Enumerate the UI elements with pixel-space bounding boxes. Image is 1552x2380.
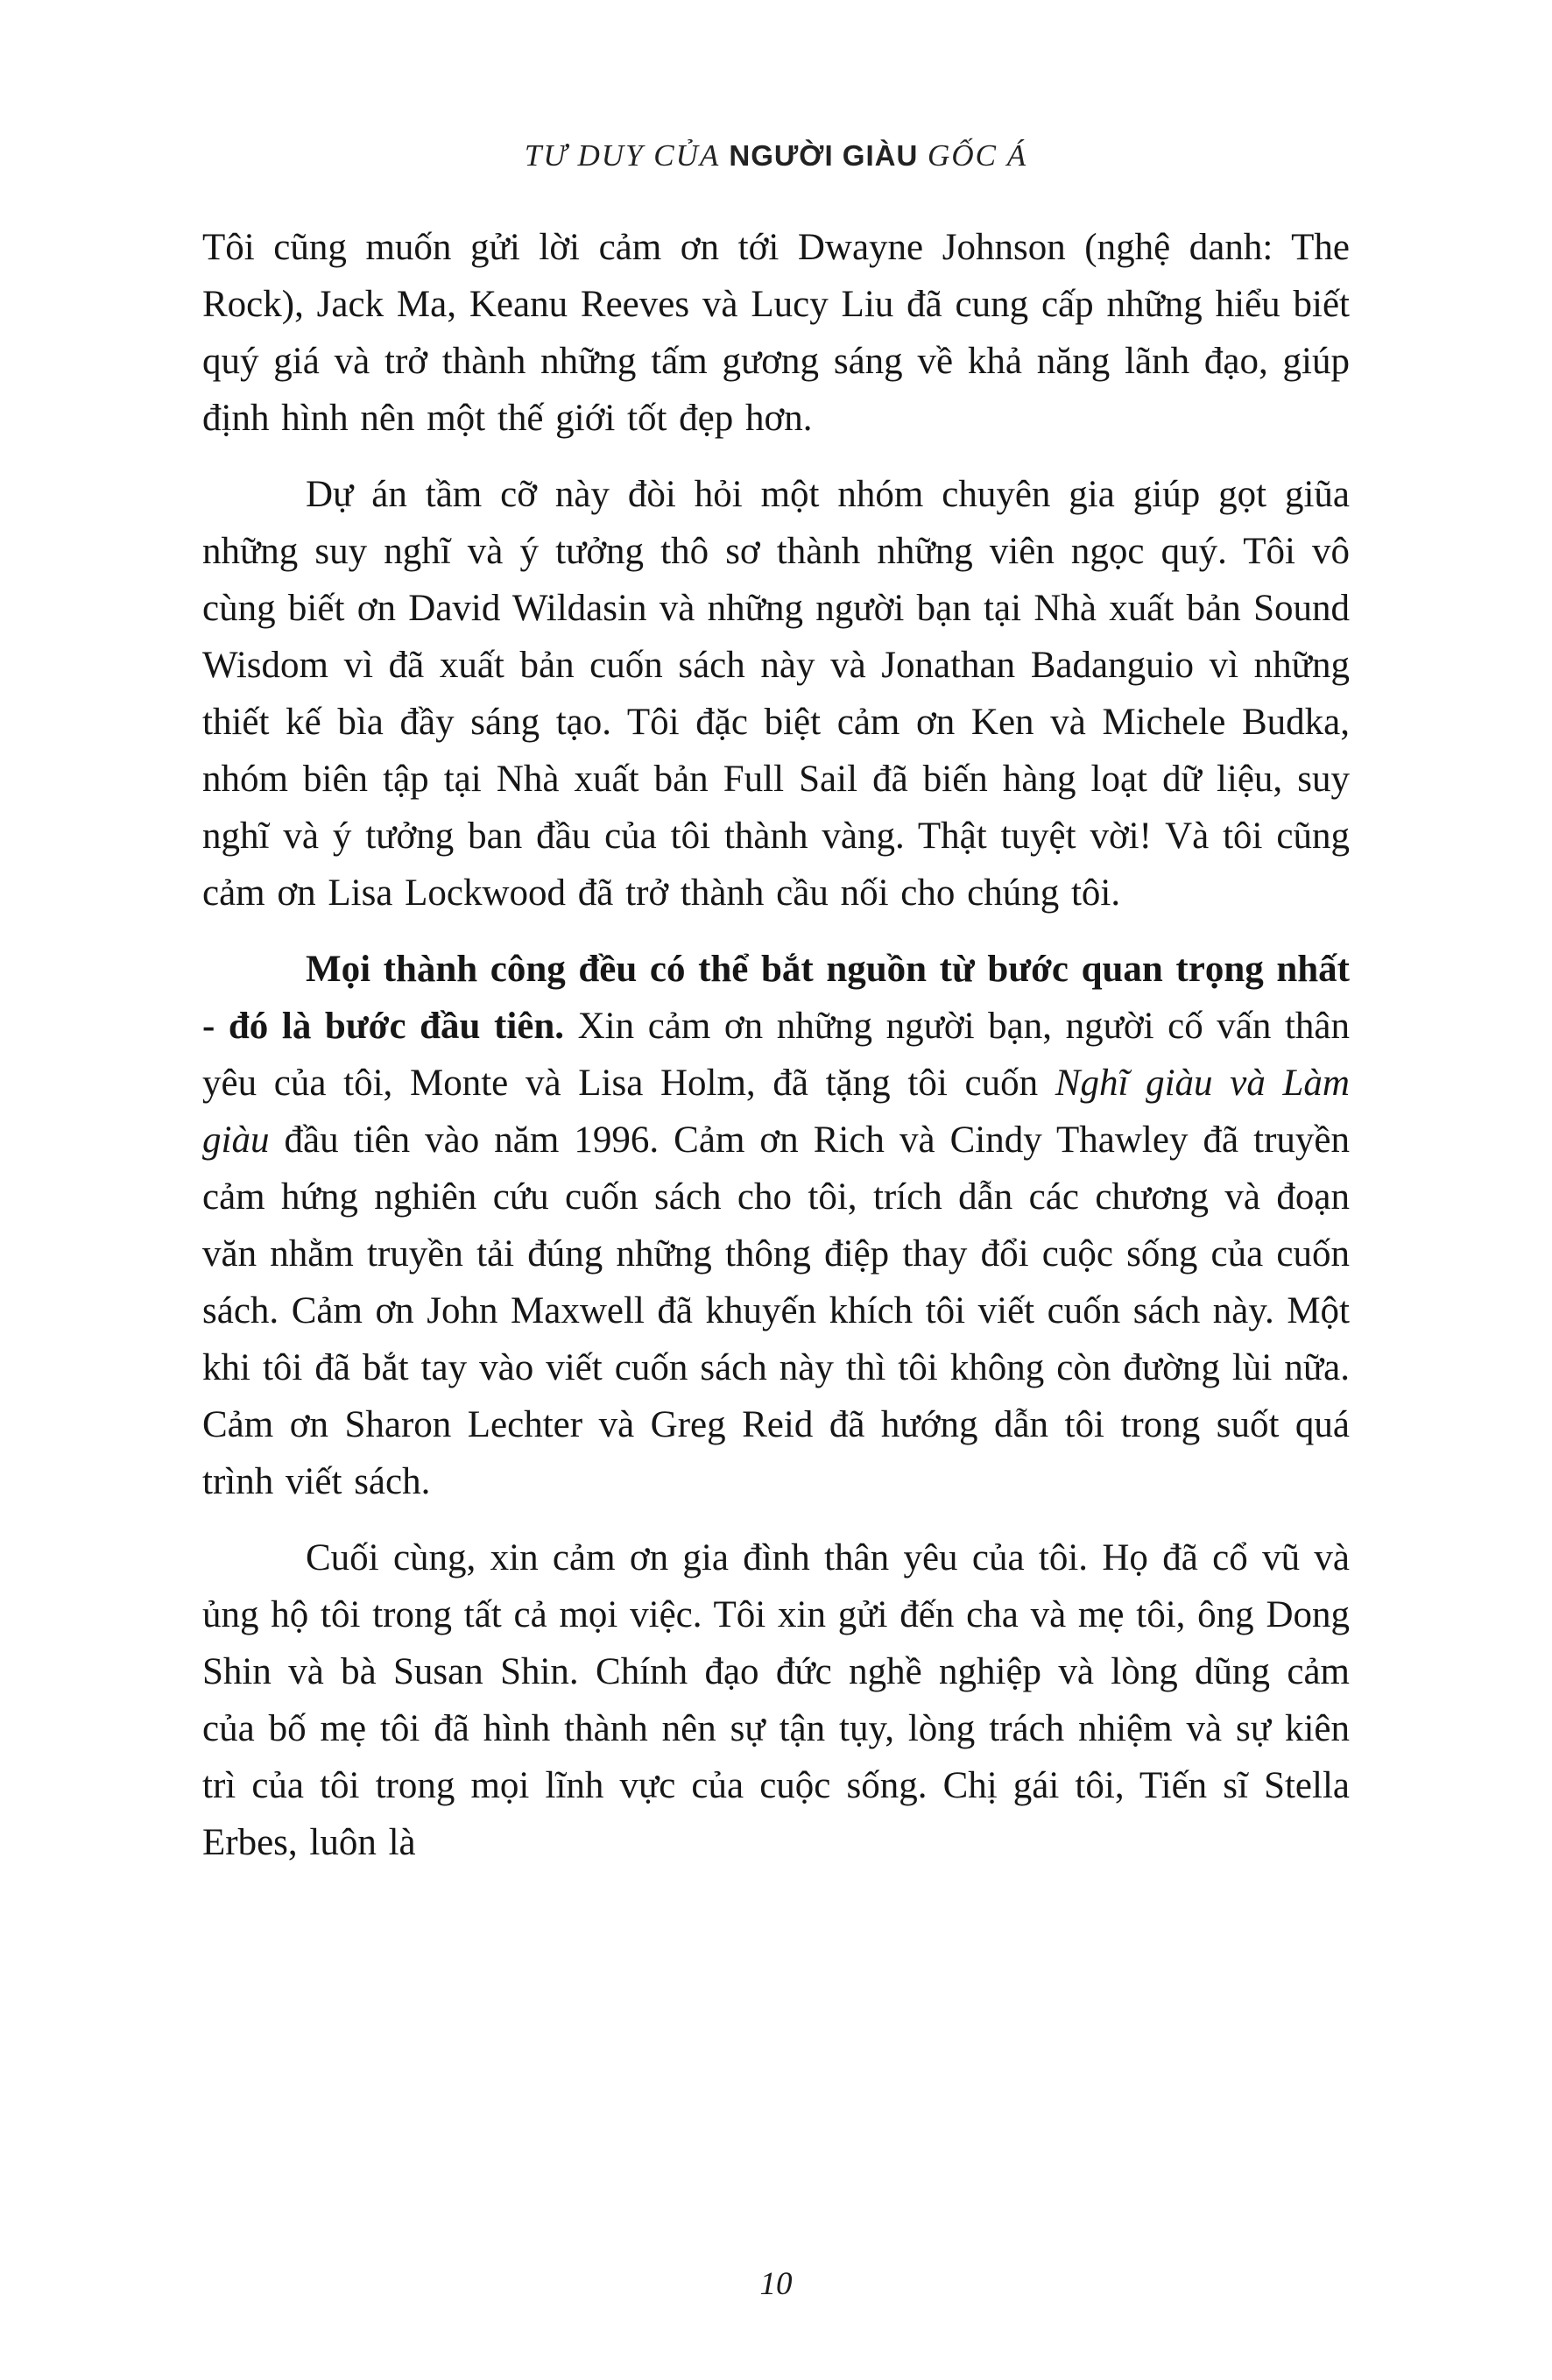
page-number: 10 [759, 2266, 793, 2302]
paragraph-3 [202, 941, 1350, 1510]
header-title-right: GỐC Á [918, 138, 1028, 173]
paragraph-2 [202, 466, 1350, 922]
paragraph-3-text-a: Xin cảm ơn những người bạn, người cố vấn thân yêu của tôi, Monte và Lisa Holm, đã tặng tôi cuốn [202, 1006, 1350, 1104]
paragraph-4-text: Cuối cùng, xin cảm ơn gia đình thân yêu của tôi. Họ đã cổ vũ và ủng hộ tôi trong tất cả mọi việc. Tôi xin gửi đến cha và mẹ tôi, ông Dong Shin và bà Susan Shin. Chính đạo đức nghề nghiệp và lòng dũng cảm của bố mẹ tôi đã hình thành nên sự tận tụy, lòng trách nhiệm và sự kiên trì của tôi trong mọi lĩnh vực của cuộc sống. Chị gái tôi, Tiến sĩ Stella Erbes, luôn là [202, 1537, 1350, 1863]
paragraph-2-text: Dự án tầm cỡ này đòi hỏi một nhóm chuyên gia giúp gọt giũa những suy nghĩ và ý tưởng thô sơ thành những viên ngọc quý. Tôi vô cùng biết ơn David Wildasin và những người bạn tại Nhà xuất bản Sound Wisdom vì đã xuất bản cuốn sách này và Jonathan Badanguio vì những thiết kế bìa đầy sáng tạo. Tôi đặc biệt cảm ơn Ken và Michele Budka, nhóm biên tập tại Nhà xuất bản Full Sail đã biến hàng loạt dữ liệu, suy nghĩ và ý tưởng ban đầu của tôi thành vàng. Thật tuyệt vời! Và tôi cũng cảm ơn Lisa Lockwood đã trở thành cầu nối cho chúng tôi. [202, 474, 1350, 914]
paragraph-3-bold-lead: Mọi thành công đều có thể bắt nguồn từ bước quan trọng nhất - đó là bước đầu tiên. [202, 949, 1350, 1047]
paragraph-3-book-title: Nghĩ giàu và Làm giàu [202, 1063, 1350, 1161]
running-header [0, 138, 1552, 173]
header-title-bold: NGƯỜI GIÀU [729, 139, 919, 172]
paragraph-4 [202, 1529, 1350, 1871]
paragraph-3-text-b: đầu tiên vào năm 1996. Cảm ơn Rich và Cindy Thawley đã truyền cảm hứng nghiên cứu cuốn sách cho tôi, trích dẫn các chương và đoạn văn nhằm truyền tải đúng những thông điệp thay đổi cuộc sống của cuốn sách. Cảm ơn John Maxwell đã khuyến khích tôi viết cuốn sách này. Một khi tôi đã bắt tay vào viết cuốn sách này thì tôi không còn đường lùi nữa. Cảm ơn Sharon Lechter và Greg Reid đã hướng dẫn tôi trong suốt quá trình viết sách. [202, 1119, 1350, 1502]
page-body [202, 219, 1350, 1890]
header-title-left: TƯ DUY CỦA [524, 138, 730, 173]
page-footer [0, 2265, 1552, 2303]
paragraph-1-text: Tôi cũng muốn gửi lời cảm ơn tới Dwayne Johnson (nghệ danh: The Rock), Jack Ma, Keanu Reeves và Lucy Liu đã cung cấp những hiểu biết quý giá và trở thành những tấm gương sáng về khả năng lãnh đạo, giúp định hình nên một thế giới tốt đẹp hơn. [202, 227, 1350, 439]
paragraph-1 [202, 219, 1350, 447]
